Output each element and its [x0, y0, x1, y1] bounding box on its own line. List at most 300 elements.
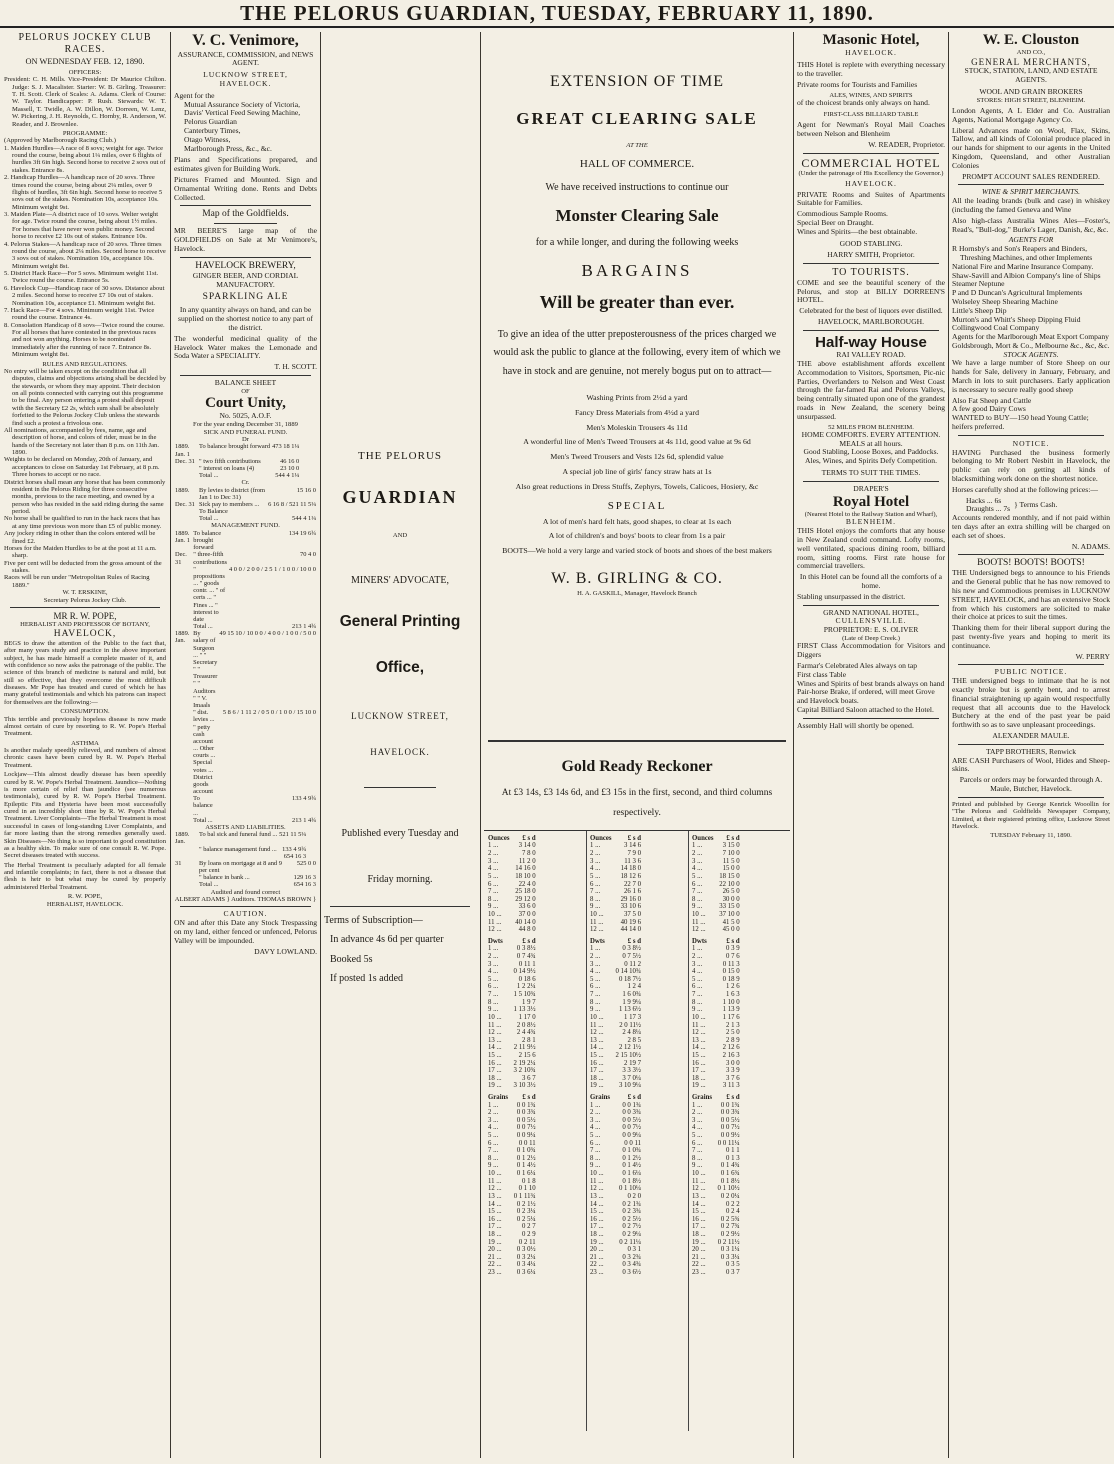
reckoner-group [690, 835, 788, 1281]
account-cell: 129 16 3 [293, 874, 316, 882]
stock-item: WANTED to BUY—150 head Young Cattle; heifers preferred. [952, 413, 1089, 432]
terms-cash: } Terms Cash. [1014, 500, 1058, 510]
reckoner-value: 3 10 3½ [513, 1082, 536, 1090]
asthma-body: Is another malady speedily relieved, and numbers of almost chronic cases have been cured by R. W. Pope's Herbal Treatment. [4, 747, 166, 769]
while-longer: for a while longer, and during the following weeks [535, 237, 739, 249]
commercial-item: Commodious Sample Rooms. [797, 209, 888, 219]
plans: Plans and Specifications prepared, and estimates given for Building Work. [174, 155, 317, 174]
reckoner-row [588, 1239, 643, 1247]
halfway-home: HOME COMFORTS. EVERY ATTENTION. [801, 429, 941, 439]
reckoner-row [690, 911, 742, 919]
reckoner-value: 0 3 5 [726, 1261, 740, 1269]
reckoner-head: Ounces [590, 834, 612, 842]
extension-of-time: EXTENSION OF TIME [549, 73, 725, 90]
reckoner-row [690, 991, 742, 999]
auditors: ALBERT ADAMS } Auditors. THOMAS BROWN } [174, 896, 317, 904]
stock-items [952, 397, 1110, 432]
mgmt-dr-table [174, 530, 317, 630]
reckoner-row [690, 1162, 742, 1170]
reckoner-value: 0 1 8½ [622, 1177, 642, 1185]
reckoner-row [486, 1124, 538, 1132]
reckoner-row [486, 1117, 538, 1125]
reckoner-qty: 11 ... [590, 1177, 604, 1185]
reckoner-row [588, 1254, 643, 1262]
reckoner-qty: 10 ... [488, 1170, 502, 1178]
asthma-head: ASTHMA [71, 739, 99, 747]
reckoner-row [588, 968, 643, 976]
reckoner-qty: 9 ... [488, 1162, 499, 1170]
rules-list [4, 368, 166, 589]
account-cell: 525 0 0 [296, 859, 316, 867]
account-cell: 1889. Jan. 1 [175, 443, 190, 458]
sparkling-ale: SPARKLING ALE [202, 292, 289, 303]
account-cell: By salary of Surgeon ... " " Secretary " " Treasurer " " Auditors " " V. Imaals [193, 630, 218, 709]
reckoner-value: 44 8 0 [518, 926, 536, 934]
at-the: AT THE [626, 141, 648, 149]
map-body: MR BEERE'S large map of the GOLDFIELDS on Sale at Mr Venimore's, Havelock. [174, 226, 317, 253]
programme-head: PROGRAMME: [62, 129, 108, 137]
reckoner-row [486, 1223, 538, 1231]
reckoner-row [690, 888, 742, 896]
reckoner-qty: 9 ... [692, 1162, 703, 1170]
sale-item: Fancy Dress Materials from 4½d a yard [574, 407, 700, 417]
reckoner-row [588, 945, 643, 953]
account-cell: 473 18 1¼ [272, 443, 300, 451]
reckoner-row [690, 1216, 742, 1224]
reckoner-value: 0 3 9 [726, 945, 740, 953]
reckoner-row [690, 1208, 742, 1216]
reckoner-row [486, 1162, 538, 1170]
reckoner-row [486, 1006, 538, 1014]
rule-item: Any jockey riding in other than the colors entered will be fined £2. [4, 530, 156, 545]
rule-item: All nominations, accompanied by fees, name, age and description of horse, and colors of rider, must be in the hands of the Secretary not later than 8 p.m. on 11th Jan. 1890. [4, 426, 159, 457]
masonic-rooms: Private rooms for Tourists and Families [797, 79, 918, 89]
reckoner-qty: 9 ... [488, 1006, 499, 1014]
reckoner-value: 2 15 10½ [615, 1051, 642, 1059]
reckoner-qty: 15 ... [590, 1208, 604, 1216]
reckoner-row [690, 1052, 742, 1060]
court-unity: Court Unity, [205, 395, 286, 412]
commercial-patron: (Under the patronage of His Excellency the Governor.) [798, 170, 944, 178]
reckoner-row [486, 903, 538, 911]
public-head: PUBLIC NOTICE. [994, 667, 1068, 677]
account-cell: 6 16 8 / 521 11 5¼ [268, 500, 316, 508]
reckoner-qty: 15 ... [692, 1051, 706, 1059]
rule-item: Five per cent will be deducted from the gross amount of the stakes. [4, 559, 162, 575]
race-item: 5. District Hack Race—For 5 sovs. Minimum weight 11st. Twice round the course. Entrance 5s. [4, 270, 159, 285]
pope-title: MR R. W. POPE, [53, 610, 117, 621]
sale-item: Washing Prints from 2½d a yard [586, 393, 688, 403]
pope-sign: R. W. POPE, [67, 893, 103, 901]
grand-item: Farmar's Celebrated Ales always on tap [797, 660, 918, 670]
clouston-agency: Little's Sheep Dip [952, 305, 1007, 315]
notice-sign: N. ADAMS. [1071, 541, 1110, 551]
terms-head: Terms of Subscription— [324, 914, 423, 926]
reckoner-value: 0 1 10½ [717, 1185, 740, 1193]
reckoner-value: 3 3 9 [726, 1067, 740, 1075]
reckoner-qty: 7 ... [590, 991, 601, 999]
reckoner-qty: 7 ... [692, 1147, 703, 1155]
reckoner-row [588, 1162, 643, 1170]
masonic-choicest: of the choicest brands only always on hand. [797, 97, 930, 107]
commercial-item: Wines and Spirits—the best obtainable. [797, 226, 918, 236]
reckoner-qty: 15 ... [488, 1208, 502, 1216]
reckoner-value: 33 6 0 [518, 903, 536, 911]
reckoner-qty: 7 ... [692, 888, 703, 896]
reckoner-qty: 6 ... [692, 880, 703, 888]
reckoner-value: 0 1 0¾ [516, 1147, 536, 1155]
clouston-agency: Shaw-Savill and Albion Company's line of Ships [952, 270, 1101, 280]
consumption-body: This terrible and previously hopeless disease is now made almost certain of cure by resorting to R. W. Pope's Herbal Treatment. [4, 715, 166, 738]
brewery-sub: GINGER BEER, AND CORDIAL MANUFACTORY. [192, 270, 299, 289]
reckoner-qty: 20 ... [488, 1246, 502, 1254]
reckoner-value: 33 10 6 [620, 903, 642, 911]
reckoner-row [588, 903, 643, 911]
reckoner-qty: 11 ... [590, 1021, 604, 1029]
reckoner-value: 0 7 5½ [622, 953, 642, 961]
reckoner-value: 18 10 0 [515, 872, 536, 880]
reckoner-qty: 2 ... [488, 1109, 499, 1117]
reckoner-qty: 4 ... [692, 1124, 703, 1132]
reckoner-qty: 8 ... [590, 998, 601, 1006]
reckoner-qty: 7 ... [488, 888, 499, 896]
reckoner-qty: 22 ... [590, 1261, 604, 1269]
account-cell: 133 4 9¾ [282, 845, 307, 853]
great-clearing-sale: GREAT CLEARING SALE [516, 109, 758, 129]
assets-cr-table [174, 860, 317, 889]
reckoner-value: 0 2 5¼ [516, 1215, 536, 1223]
reckoner-qty: 18 ... [692, 1230, 706, 1238]
reckoner-row [588, 976, 643, 984]
account-cell [174, 881, 198, 888]
reckoner-row [486, 842, 538, 850]
agency-list [174, 101, 317, 154]
reckoner-row [588, 911, 643, 919]
reckoner-row [588, 919, 643, 927]
reckoner-row [690, 1037, 742, 1045]
reckoner-qty: 22 ... [488, 1261, 502, 1269]
reckoner-value: 2 19 7 [624, 1059, 642, 1067]
bargains: BARGAINS [581, 260, 693, 280]
reckoner-row [690, 1170, 742, 1178]
reckoner-row [690, 1155, 742, 1163]
reckoner-value: 1 6 3 [726, 991, 740, 999]
account-cell: 1889. Jan. 1 [175, 529, 190, 545]
reckoner-row [486, 953, 538, 961]
reckoner-row [486, 1193, 538, 1201]
reckoner-row [588, 842, 643, 850]
clouston-agency: R Hornsby's and Son's Reapers and Binders, Threshing Machines, and other Implements [952, 244, 1093, 262]
reckoner-qty: 9 ... [590, 1006, 601, 1014]
reckoner-value: 7 9 0 [627, 850, 642, 858]
reckoner-qty: 6 ... [590, 983, 601, 991]
reckoner-row [588, 1052, 643, 1060]
reckoner-qty: 6 ... [590, 1139, 601, 1147]
reckoner-row [690, 999, 742, 1007]
reckoner-value: 2 0 11½ [619, 1021, 642, 1029]
reckoner-qty: 5 ... [692, 1132, 703, 1140]
reckoner-qty: 18 ... [590, 1230, 604, 1238]
balance-sheet-of: OF [241, 387, 250, 395]
reckoner-qty: 12 ... [692, 1029, 706, 1037]
royal-body: THIS Hotel enjoys the comforts that any house in New Zealand could command. Lofty rooms, well ventilated, spacious dining room, billiard room, sitting rooms. First rate house for commercial travellers. [797, 526, 945, 571]
reckoner-lsd: £ s d [522, 1093, 536, 1101]
account-cell: 15 16 0 [296, 486, 316, 494]
reckoner-row [588, 1044, 643, 1052]
reckoner-row [486, 881, 538, 889]
account-cell: 1889. Jan. [175, 630, 190, 645]
wine-body: All the leading brands (bulk and case) in whiskey (including the famed Geneva and Wine [952, 196, 1110, 214]
reckoner-row [486, 850, 538, 858]
jockey-date: ON WEDNESDAY FEB. 12, 1890. [25, 57, 145, 67]
account-cell [174, 465, 198, 472]
reckoner-qty: 4 ... [590, 865, 601, 873]
reckoner-value: 0 3 1 [627, 1246, 642, 1254]
boots-sign: W. PERRY [1075, 651, 1110, 661]
reckoner-qty: 16 ... [692, 1215, 706, 1223]
reckoner-lsd: £ s d [726, 1093, 740, 1101]
reckoner-row [588, 1117, 643, 1125]
draughts: Draughts ... 7s [966, 504, 1011, 514]
reckoner-value: 0 2 0¼ [720, 1192, 740, 1200]
reckoner-row [486, 1082, 538, 1090]
reckoner-qty: 9 ... [692, 903, 703, 911]
monster-clearing-sale: Monster Clearing Sale [555, 205, 719, 225]
account-cell [174, 874, 198, 881]
reckoner-qty: 18 ... [488, 1230, 502, 1238]
account-cell: " dist. levies ... " petty cash account ... Other courts ... Special votes ... District goods account [193, 709, 216, 796]
reckoner-qty: 17 ... [590, 1223, 604, 1231]
reckoner-row [588, 1124, 643, 1132]
reckoner-value: 1 13 3½ [513, 1006, 536, 1014]
reckoner-row [588, 1246, 643, 1254]
reckoner-row [486, 1216, 538, 1224]
reckoner-value: 2 4 4¾ [516, 1029, 536, 1037]
commercial-stabling: GOOD STABLING. [839, 238, 903, 248]
reckoner-qty: 13 ... [488, 1036, 502, 1044]
reckoner-value: 0 15 0 [722, 968, 740, 976]
reckoner-qty: 5 ... [488, 1132, 499, 1140]
reckoner-head: Grains [488, 1093, 509, 1101]
account-cell: By levies to district (from Jan 1 to Dec 31) [199, 486, 266, 501]
reckoner-qty: 13 ... [692, 1036, 706, 1044]
reckoner-value: 0 2 3¾ [622, 1208, 642, 1216]
reckoner-row [588, 1102, 643, 1110]
reckoner-qty: 9 ... [590, 1162, 601, 1170]
commercial-item: Special Beer on Draught. [797, 217, 874, 227]
reckoner-qty: 5 ... [692, 872, 703, 880]
reckoner-row [690, 961, 742, 969]
reckoner-qty: 20 ... [590, 1246, 604, 1254]
reckoner-row [690, 919, 742, 927]
reckoner-qty: 15 ... [590, 1051, 604, 1059]
audited: Audited and found correct [210, 888, 281, 896]
commercial-sign: HARRY SMITH, Proprietor. [827, 250, 915, 260]
reckoner-value: 45 0 0 [722, 926, 740, 934]
reckoner-qty: 19 ... [692, 1082, 706, 1090]
reckoner-row [690, 953, 742, 961]
account-cell: " interest on loans (4) [199, 464, 255, 472]
account-cell: Total ... [199, 515, 219, 523]
reckoner-qty: 6 ... [488, 983, 499, 991]
reckoner-value: 1 5 10¾ [513, 991, 536, 999]
royal-town: BLENHEIM. [845, 517, 897, 527]
account-row [174, 817, 317, 824]
account-cell [174, 515, 198, 522]
map-head: Map of the Goldfields. [202, 209, 289, 220]
wine-ales: Also high-class Australia Wines Ales—Foster's, Read's, "Bull-dog," Burke's Lager, Danish, &c, &c. [952, 215, 1110, 234]
reckoner-row [486, 858, 538, 866]
reckoner-value: 2 11 9½ [513, 1044, 536, 1052]
account-cell: 134 19 6¾ [288, 529, 316, 537]
reckoner-row [486, 1254, 538, 1262]
royal-near: (Nearest Hotel to the Railway Station and Wharf), [804, 511, 938, 519]
general-printing: General Printing [339, 612, 461, 630]
reckoner-value: 2 15 6 [518, 1051, 536, 1059]
reckoner-qty: 3 ... [488, 1116, 499, 1124]
account-cell: 213 1 4¾ [292, 816, 316, 824]
gold-ready-reckoner [484, 740, 790, 1458]
reckoner-value: 37 10 0 [719, 910, 740, 918]
account-row [174, 465, 300, 472]
reckoner-row [588, 1231, 643, 1239]
race-item: 2. Handicap Hurdles—A handicap race of 20 sovs. Three times round the course, being about 2¼ miles, over 9 flights of hurdles, 3ft 6in high. Second horse to receive 5 sovs out of the stakes. Nomination 10s, acceptance 10s. Minimum weight 9st. [4, 174, 163, 211]
grand-item: Capital Billiard Saloon attached to the Hotel. [797, 704, 934, 714]
reckoner-qty: 8 ... [692, 998, 703, 1006]
notice-accounts: Accounts rendered monthly, and if not paid within ten days after an extra shilling will be charged on each set of shoes. [952, 513, 1110, 540]
reckoner-value: 0 0 1¾ [720, 1101, 740, 1109]
account-cell: 133 4 9¾ [292, 795, 316, 803]
account-row [174, 881, 317, 888]
reckoner-value: 41 5 0 [722, 918, 740, 926]
reckoner-value: 0 0 7½ [720, 1124, 740, 1132]
sale-specials [484, 515, 790, 559]
rule-item: District horses shall mean any horse that has been commonly resident in the Pelorus Riding for three consecutive months, previous to the race meeting, and owned by a person who has resided in the said riding during the same period. [4, 478, 166, 516]
reckoner-qty: 19 ... [590, 1082, 604, 1090]
reckoner-value: 0 2 11 [518, 1238, 536, 1246]
reckoner-qty: 17 ... [590, 1067, 604, 1075]
reckoner-qty: 7 ... [488, 1147, 499, 1155]
reckoner-title: Gold Ready Reckoner [561, 758, 713, 775]
agency-item: Davis' Vertical Feed Sewing Machine, [184, 108, 301, 118]
reckoner-row [588, 1178, 643, 1186]
jockey-sign: W. T. ERSKINE, [62, 589, 108, 597]
reckoner-value: 0 1 3 [726, 1154, 740, 1162]
venimore-title: V. C. Venimore, [192, 32, 299, 49]
reckoner-qty: 19 ... [488, 1238, 502, 1246]
reckoner-row [690, 1254, 742, 1262]
published: Published every Tuesday and [341, 828, 459, 840]
reckoner-row [588, 873, 643, 881]
account-cell: Total ... [193, 623, 213, 631]
received: We have received instructions to continue our [545, 182, 729, 194]
reckoner-row [486, 1246, 538, 1254]
reckoner-value: 0 2 0 [627, 1192, 642, 1200]
reckoner-qty: 18 ... [590, 1074, 604, 1082]
reckoner-value: 0 11 3 [722, 960, 740, 968]
reckoner-row [690, 1067, 742, 1075]
account-cell: To balance brought forward [199, 443, 271, 451]
reckoner-value: 1 9 7 [522, 998, 536, 1006]
reckoner-value: 0 2 9½ [720, 1230, 740, 1238]
reckoner-qty: 5 ... [590, 975, 601, 983]
reckoner-row [690, 1022, 742, 1030]
account-row [174, 458, 300, 465]
tourists-body: COME and see the beautiful scenery of the Pelorus, and stop at BILLY DORREEN'S HOTEL. [797, 277, 945, 305]
reckoner-value: 0 0 7½ [516, 1124, 536, 1132]
reckoner-value: 0 3 2¼ [516, 1253, 536, 1261]
reckoner-lsd: £ s d [522, 834, 536, 842]
account-cell: Total ... [193, 816, 213, 824]
clouston-agency: Steamer Neptune [952, 279, 1005, 289]
special-item: A lot of children's and boys' boots to clear from 1s a pair [548, 531, 726, 541]
assets-dr-table [174, 831, 307, 860]
account-cell: 46 16 0 [280, 457, 300, 465]
reckoner-value: 0 3 6½ [622, 1269, 642, 1276]
reckoner-row [690, 842, 742, 850]
account-row [174, 443, 300, 457]
reckoner-value: 0 1 0¾ [622, 1147, 642, 1155]
pictures: Pictures Framed and Mounted. Sign and Ornamental Writing done. Rents and Debts Collected. [174, 174, 317, 202]
reckoner-value: 3 7 0¼ [622, 1074, 642, 1082]
reckoner-value: 22 7 0 [624, 880, 642, 888]
reckoner-row [588, 1269, 643, 1277]
race-item: 8. Consolation Handicap of 8 sovs—Twice round the course. For all horses that have contested in the previous races and not won anything. Horses to be nominated immediately after the running of race 7. Entrance 8s. Minimum weight 8st. [4, 321, 165, 359]
reckoner-lsd: £ s d [726, 834, 740, 842]
clouston-wool: WOOL AND GRAIN BROKERS [979, 86, 1083, 96]
reckoner-qty: 3 ... [692, 960, 703, 968]
shoeing-prices [952, 497, 1110, 515]
reckoner-table [484, 830, 790, 1431]
reckoner-qty: 11 ... [488, 918, 502, 926]
reckoner-qty: 18 ... [692, 1074, 706, 1082]
reckoner-qty: 3 ... [692, 857, 703, 865]
account-cell [174, 709, 192, 795]
reckoner-qty: 14 ... [590, 1044, 604, 1052]
miners-advocate: MINERS' ADVOCATE, [351, 575, 449, 586]
reckoner-qty: 5 ... [590, 872, 601, 880]
sick-dr-table [174, 443, 300, 479]
reckoner-row [486, 945, 538, 953]
reckoner-qty: 2 ... [488, 953, 499, 961]
royal-found: In this Hotel can be found all the comforts of a home. [799, 572, 943, 591]
reckoner-row [690, 1075, 742, 1083]
reckoner-row [588, 865, 643, 873]
friday: Friday morning. [367, 874, 433, 885]
race-item: 1. Maiden Hurdles—A race of 8 sovs; weight for age. Twice round the course, being about 1¼ miles, over 6 flights of hurdles 3ft 6in high. Second horse to receive 2 sovs out of stakes. Entrance 8s. [4, 144, 166, 174]
account-row [174, 487, 317, 501]
grand-prop: PROPRIETOR: E. S. OLIVER [823, 625, 919, 635]
reckoner-qty: 4 ... [488, 1124, 499, 1132]
reckoner-row [588, 1193, 643, 1201]
reckoner-qty: 1 ... [692, 842, 703, 850]
reckoner-qty: 8 ... [692, 1154, 703, 1162]
reckoner-value: 0 1 6¼ [622, 1170, 642, 1178]
reckoner-row [486, 1201, 538, 1209]
account-cell: 5 8 6 / 1 11 2 / 0 5 0 / 1 0 0 / 15 10 0 [222, 709, 316, 717]
reckoner-value: 33 15 0 [719, 903, 740, 911]
halfway-miles: 52 MILES FROM BLENHEIM. [828, 423, 914, 431]
reckoner-qty: 11 ... [488, 1177, 502, 1185]
pope-more: Lockjaw—This almost deadly disease has been speedily cured by R. W. Pope's Herbal Treatment. Jaundice—Nothing is more certain of relief than jaundice (see numerous testimonials), cured by R. W. Pope's Herbal Treatment. Epileptic Fits and Hysteria have been most successfully cured in an incredibly short time by R. W. Pope's Herbal Treatment. Liver Complaints—The Herbal Treatment is most successful in cases of long-standing Liver Complaints, and far more lasting than the strong remedies generally used. Skin Diseases—No thing is so important to good constitution as a healthy skin. To make sure of one consult R. W. Pope. Secret diseases treated with success. [4, 771, 166, 860]
reckoner-row [588, 1147, 643, 1155]
reckoner-row [690, 1060, 742, 1068]
reckoner-value: 3 3 3½ [622, 1067, 642, 1075]
reckoner-qty: 2 ... [590, 953, 601, 961]
reckoner-qty: 11 ... [692, 918, 706, 926]
reckoner-lsd: £ s d [522, 937, 536, 945]
reckoner-row [588, 1208, 643, 1216]
